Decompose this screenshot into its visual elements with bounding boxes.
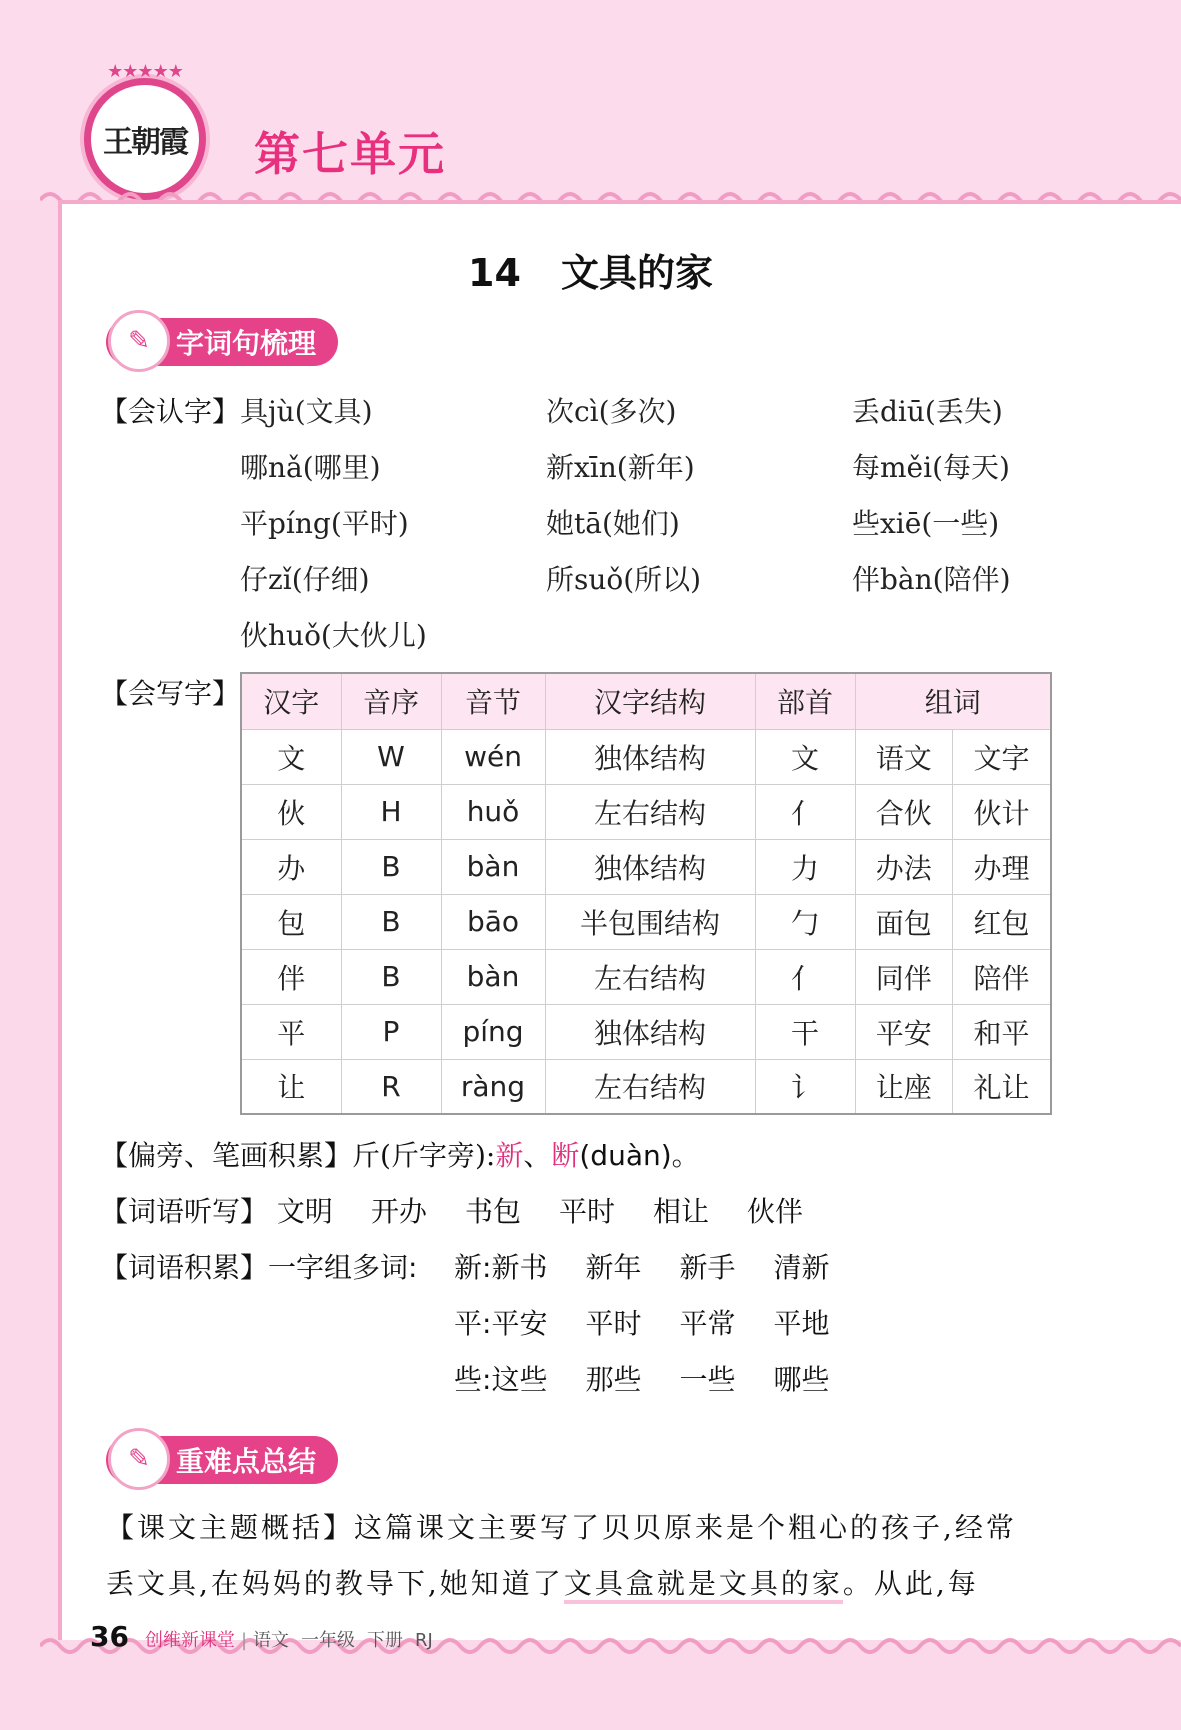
table-cell: 讠: [755, 1059, 855, 1114]
summary-label: 【课文主题概括】: [106, 1511, 355, 1544]
dictation-label: 【词语听写】: [100, 1195, 269, 1228]
vocab-label: 【词语积累】: [100, 1251, 269, 1284]
dictation-word: 文明: [276, 1195, 333, 1228]
page-number: 36: [90, 1620, 129, 1653]
table-cell: 伙: [241, 784, 341, 839]
vocab-key: 新:: [454, 1251, 492, 1284]
vocab-word: 新手: [679, 1251, 736, 1284]
header-yinjie: 音节: [441, 673, 545, 729]
logo-text: 王朝霞: [103, 125, 187, 160]
summary-text-2a: 丢文具,在妈妈的教导下,她知道了: [106, 1567, 564, 1600]
table-cell: 独体结构: [545, 1004, 755, 1059]
table-cell: 干: [755, 1004, 855, 1059]
table-cell: 让座: [855, 1059, 953, 1114]
table-cell: 红包: [953, 894, 1051, 949]
table-row: [241, 839, 1051, 894]
write-table-body: [241, 729, 1051, 1114]
footer-brand: 创维新课堂: [144, 1630, 235, 1651]
mascot-icon: ✎: [108, 310, 170, 372]
table-cell: 语文: [855, 729, 953, 784]
header-jiegou: 汉字结构: [545, 673, 755, 729]
table-cell: ràng: [441, 1059, 545, 1114]
recognize-item: 新xīn(新年): [546, 451, 695, 484]
summary-text-2c: 。从此,每: [842, 1567, 979, 1600]
table-cell: 左右结构: [545, 949, 755, 1004]
vocab-word: 清新: [773, 1251, 830, 1284]
publisher-logo: [84, 61, 206, 200]
vocab-word: 平常: [679, 1307, 736, 1340]
radical-sep: 、: [523, 1139, 552, 1172]
table-cell: 办法: [855, 839, 953, 894]
recognize-item: 平píng(平时): [240, 507, 409, 540]
table-cell: B: [341, 949, 441, 1004]
table-cell: 伴: [241, 949, 341, 1004]
table-cell: wén: [441, 729, 545, 784]
dictation-line: [100, 1190, 803, 1230]
table-cell: 礼让: [953, 1059, 1051, 1114]
table-cell: H: [341, 784, 441, 839]
radical-glyph: 斤: [352, 1139, 381, 1172]
recognize-item: 每měi(每天): [852, 451, 1010, 484]
recognize-item: 些xiē(一些): [852, 507, 1000, 540]
recognize-item: 仔zǐ(仔细): [240, 563, 370, 596]
section-title: 重难点总结: [176, 1445, 317, 1478]
table-row: [241, 1004, 1051, 1059]
table-cell: huǒ: [441, 784, 545, 839]
vocab-word: 新年: [585, 1251, 642, 1284]
vocab-word: 哪些: [773, 1363, 830, 1396]
table-cell: 独体结构: [545, 839, 755, 894]
header-yinxu: 音序: [341, 673, 441, 729]
vocab-group: [454, 1358, 830, 1398]
footer-edition: RJ: [415, 1630, 433, 1651]
radical-pinyin: (duàn)。: [579, 1139, 700, 1172]
footer-separator: |: [240, 1630, 248, 1651]
recognize-item: 所suǒ(所以): [546, 563, 702, 596]
table-cell: 力: [755, 839, 855, 894]
dictation-word: 平时: [558, 1195, 615, 1228]
radical-label: 【偏旁、笔画积累】: [100, 1139, 353, 1172]
table-cell: 亻: [755, 949, 855, 1004]
table-row: [241, 894, 1051, 949]
recognize-item: 伙huǒ(大伙儿): [240, 619, 427, 652]
recognize-item: 具jù(文具): [240, 395, 373, 428]
footer-meta: [253, 1626, 445, 1652]
header-zuci: 组词: [855, 673, 1051, 729]
header-hanzi: 汉字: [241, 673, 341, 729]
recognize-item: 次cì(多次): [546, 395, 677, 428]
table-cell: B: [341, 894, 441, 949]
mascot-icon: ✎: [108, 1428, 170, 1490]
vocab-word: 那些: [585, 1363, 642, 1396]
table-row: [241, 784, 1051, 839]
dictation-word: 相让: [652, 1195, 709, 1228]
table-cell: píng: [441, 1004, 545, 1059]
vocab-word: 这些: [491, 1363, 548, 1396]
table-cell: 陪伴: [953, 949, 1051, 1004]
recognize-item: 她tā(她们): [546, 507, 680, 540]
radical-example-1: 新: [495, 1139, 524, 1172]
radical-line: [100, 1134, 700, 1174]
radical-desc: (斤字旁):: [380, 1139, 496, 1172]
table-cell: 勹: [755, 894, 855, 949]
summary-line-2: [106, 1556, 1076, 1612]
table-cell: 平安: [855, 1004, 953, 1059]
footer-subject: 语文: [253, 1630, 290, 1651]
radical-example-2: 断: [551, 1139, 580, 1172]
table-cell: 独体结构: [545, 729, 755, 784]
summary-text-1: 这篇课文主要写了贝贝原来是个粗心的孩子,经常: [354, 1511, 1017, 1544]
table-cell: 左右结构: [545, 1059, 755, 1114]
section-pill-words: [106, 318, 338, 366]
table-row: [241, 949, 1051, 1004]
table-cell: 和平: [953, 1004, 1051, 1059]
footer-grade: 一年级: [301, 1630, 356, 1651]
table-cell: 文字: [953, 729, 1051, 784]
table-cell: bāo: [441, 894, 545, 949]
section-title: 字词句梳理: [176, 327, 317, 360]
header-bushou: 部首: [755, 673, 855, 729]
table-cell: bàn: [441, 839, 545, 894]
lesson-number: 14: [468, 251, 521, 295]
table-row: [241, 1059, 1051, 1114]
footer-volume: 下册: [367, 1630, 404, 1651]
table-cell: 亻: [755, 784, 855, 839]
dictation-word: 开办: [370, 1195, 427, 1228]
write-table: [240, 672, 1052, 1115]
page-footer: [90, 1620, 445, 1653]
table-cell: B: [341, 839, 441, 894]
table-header-row: [241, 673, 1051, 729]
dictation-word: 书包: [464, 1195, 521, 1228]
vocab-key: 些:: [454, 1363, 492, 1396]
summary-highlight: 文具盒就是文具的家: [564, 1567, 843, 1604]
table-cell: 合伙: [855, 784, 953, 839]
table-cell: 让: [241, 1059, 341, 1114]
table-cell: 办理: [953, 839, 1051, 894]
vocab-word: 一些: [679, 1363, 736, 1396]
recognize-item: 伴bàn(陪伴): [852, 563, 1011, 596]
table-cell: 办: [241, 839, 341, 894]
unit-title: 第七单元: [254, 127, 446, 181]
section-pill-key-points: [106, 1436, 338, 1484]
recognize-item: 哪nǎ(哪里): [240, 451, 381, 484]
table-cell: 伙计: [953, 784, 1051, 839]
table-cell: 同伴: [855, 949, 953, 1004]
table-cell: W: [341, 729, 441, 784]
vocab-word: 新书: [491, 1251, 548, 1284]
table-cell: 文: [755, 729, 855, 784]
table-cell: 左右结构: [545, 784, 755, 839]
vocab-word: 平时: [585, 1307, 642, 1340]
vocab-group: [454, 1302, 830, 1342]
lesson-title: [0, 242, 1181, 297]
recognize-item: 丢diū(丢失): [852, 395, 1003, 428]
vocab-word: 平安: [491, 1307, 548, 1340]
table-cell: bàn: [441, 949, 545, 1004]
summary-paragraph: [106, 1500, 1076, 1612]
table-cell: P: [341, 1004, 441, 1059]
table-cell: 文: [241, 729, 341, 784]
dictation-words: [277, 1195, 803, 1228]
vocab-group: [454, 1246, 830, 1286]
recognize-label: 【会认字】: [100, 395, 241, 428]
crown-icon: ★★★★★: [107, 61, 183, 82]
table-cell: 包: [241, 894, 341, 949]
vocab-key: 平:: [454, 1307, 492, 1340]
table-row: [241, 729, 1051, 784]
vocab-word: 平地: [773, 1307, 830, 1340]
dictation-word: 伙伴: [747, 1195, 804, 1228]
table-cell: 面包: [855, 894, 953, 949]
summary-line-1: [106, 1500, 1076, 1556]
vocab-line: [100, 1246, 417, 1286]
table-cell: R: [341, 1059, 441, 1114]
table-cell: 半包围结构: [545, 894, 755, 949]
table-cell: 平: [241, 1004, 341, 1059]
vocab-intro: 一字组多词:: [268, 1251, 418, 1284]
write-label: 【会写字】: [100, 677, 241, 710]
lesson-name: 文具的家: [560, 251, 713, 295]
